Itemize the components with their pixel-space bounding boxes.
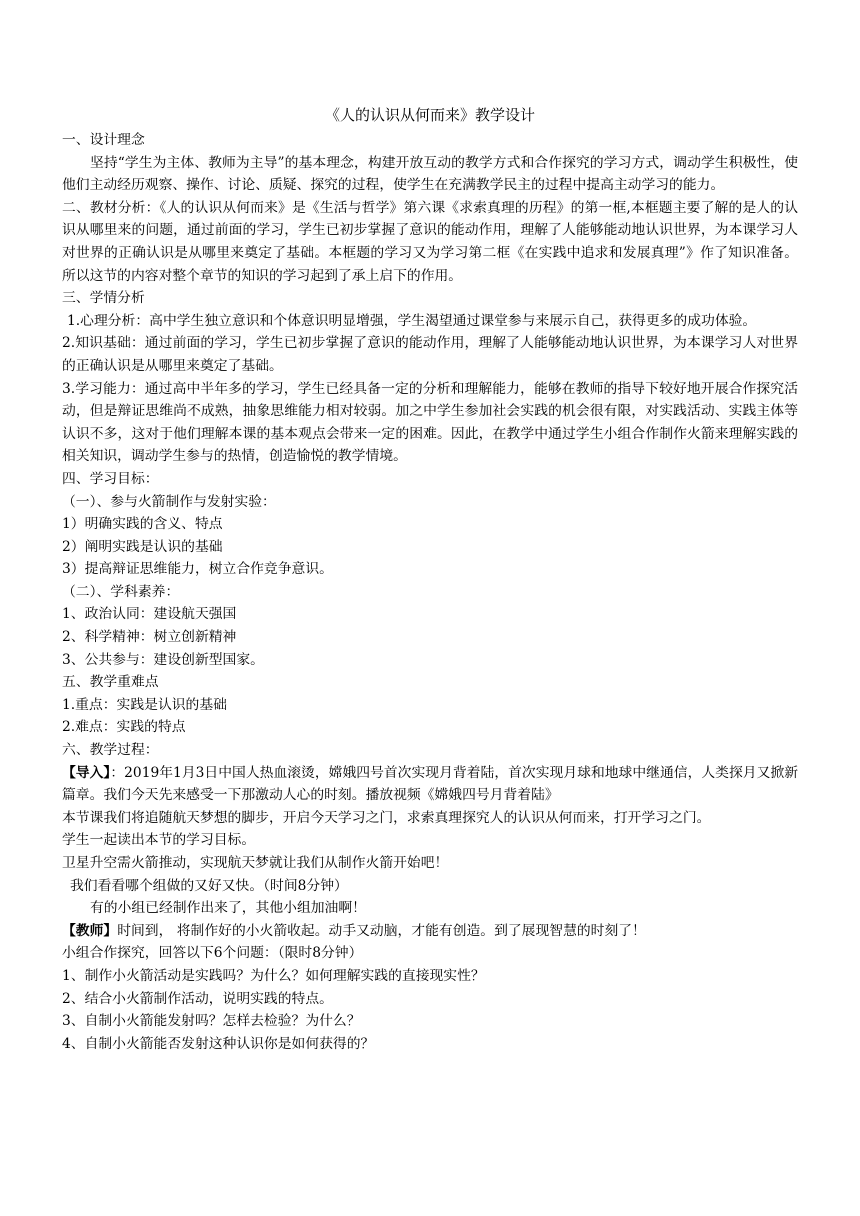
- section-heading-student-analysis: 三、学情分析: [62, 290, 145, 307]
- student-analysis-item: 1.心理分析：高中学生独立意识和个体意识明显增强，学生渴望通过课堂参与来展示自己，获得更多的成功体验。: [67, 312, 757, 329]
- textbook-analysis-paragraph: 二、教材分析：《人的认识从何而来》是《生活与哲学》第六课《求索真理的历程》的第一框,本框题主要了解的是人的认识从哪里来的问题，通过前面的学习，学生已初步掌握了意识的能动作用，理解了人能够能动地认识世界，为本课学习人对世界的正确认识是从哪里来奠定了基础。本框题的学习又为学习第二框《在实践中追求和发展真理”》作了知识准备。所以这节的内容对整个章节的知识的学习起到了承上启下的作用。: [62, 199, 798, 284]
- design-concept-paragraph: 坚持“学生为主体、教师为主导”的基本理念，构建开放互动的教学方式和合作探究的学习方式，调动学生积极性，使他们主动经历观察、操作、讨论、质疑、探究的过程，使学生在充满教学民主的过程中提高主动学习的能力。: [62, 154, 798, 194]
- section-heading-design-concept: 一、设计理念: [62, 132, 145, 148]
- document-title: 《人的认识从何而来》教学设计: [324, 106, 535, 124]
- question-item: 4、自制小火箭能否发射这种认识你是如何获得的？: [62, 1035, 375, 1052]
- teacher-text: 时间到， 将制作好的小火箭收起。动手又动脑，才能有创造。到了展现智慧的时刻了！: [117, 922, 646, 939]
- process-line: 卫星升空需火箭推动，实现航天梦就让我们从制作火箭开始吧！: [62, 855, 449, 871]
- intro-paragraph: [62, 762, 798, 807]
- section-heading-key-points: 五、教学重难点: [62, 674, 159, 691]
- process-line: 有的小组已经制作出来了，其他小组加油啊！: [90, 900, 366, 917]
- learning-goal-item: 2、科学精神：树立创新精神: [62, 629, 237, 646]
- section-heading-learning-goals: 四、学习目标：: [62, 470, 159, 487]
- question-item: 2、结合小火箭制作活动，说明实践的特点。: [62, 990, 333, 1007]
- intro-label: 【导入】: [62, 764, 111, 781]
- key-point-item: 2.难点：实践的特点: [62, 719, 186, 736]
- intro-text: ：2019年1月3日中国人热血滚烫，嫦娥四号首次实现月背着陆，首次实现月球和地球中继通信，人类探月又掀新篇章。我们今天先来感受一下那激动人心的时刻。播放视频《嫦娥四号月背着陆》: [62, 764, 798, 804]
- key-point-item: 1.重点：实践是认识的基础: [62, 696, 227, 713]
- learning-goal-item: 1）明确实践的含义、特点: [62, 516, 223, 533]
- student-analysis-item: 2.知识基础：通过前面的学习，学生已初步掌握了意识的能动作用，理解了人能够能动地认识世界，为本课学习人对世界的正确认识是从哪里来奠定了基础。: [62, 335, 798, 374]
- process-line: 本节课我们将追随航天梦想的脚步，开启今天学习之门，求索真理探究人的认识从何而来，打开学习之门。: [62, 809, 711, 826]
- learning-goal-item: 1、政治认同：建设航天强国: [62, 606, 237, 623]
- section-heading-teaching-process: 六、教学过程：: [62, 742, 159, 759]
- teacher-paragraph: [62, 920, 798, 943]
- document-page: [62, 104, 798, 1055]
- group-task-line: 小组合作探究，回答以下6个问题：（限时8分钟）: [62, 945, 363, 962]
- learning-goals-subheading: （二）、学科素养：: [62, 583, 180, 600]
- student-analysis-item: 3.学习能力：通过高中半年多的学习，学生已经具备一定的分析和理解能力，能够在教师的指导下较好地开展合作探究活动，但是辩证思维尚不成熟，抽象思维能力相对较弱。加之中学生参加社会实践的机会很有限，对实践活动、实践主体等认识不多，这对于他们理解本课的基本观点会带来一定的困难。因此，在教学中通过学生小组合作制作火箭来理解实践的相关知识，调动学生参与的热情，创造愉悦的教学情境。: [62, 380, 798, 465]
- learning-goals-subheading: （一）、参与火箭制作与发射实验：: [62, 493, 276, 510]
- teacher-label: 【教师】: [62, 922, 118, 939]
- process-line: 学生一起读出本节的学习目标。: [62, 832, 256, 849]
- question-item: 3、自制小火箭能发射吗？怎样去检验？为什么？: [62, 1013, 361, 1030]
- learning-goal-item: 2）阐明实践是认识的基础: [62, 538, 223, 555]
- process-line: 我们看看哪个组做的又好又快。（时间8分钟）: [70, 877, 348, 894]
- question-item: 1、制作小火箭活动是实践吗？为什么？如何理解实践的直接现实性？: [62, 967, 485, 984]
- learning-goal-item: 3）提高辩证思维能力，树立合作竞争意识。: [62, 561, 333, 578]
- learning-goal-item: 3、公共参与：建设创新型国家。: [62, 651, 264, 668]
